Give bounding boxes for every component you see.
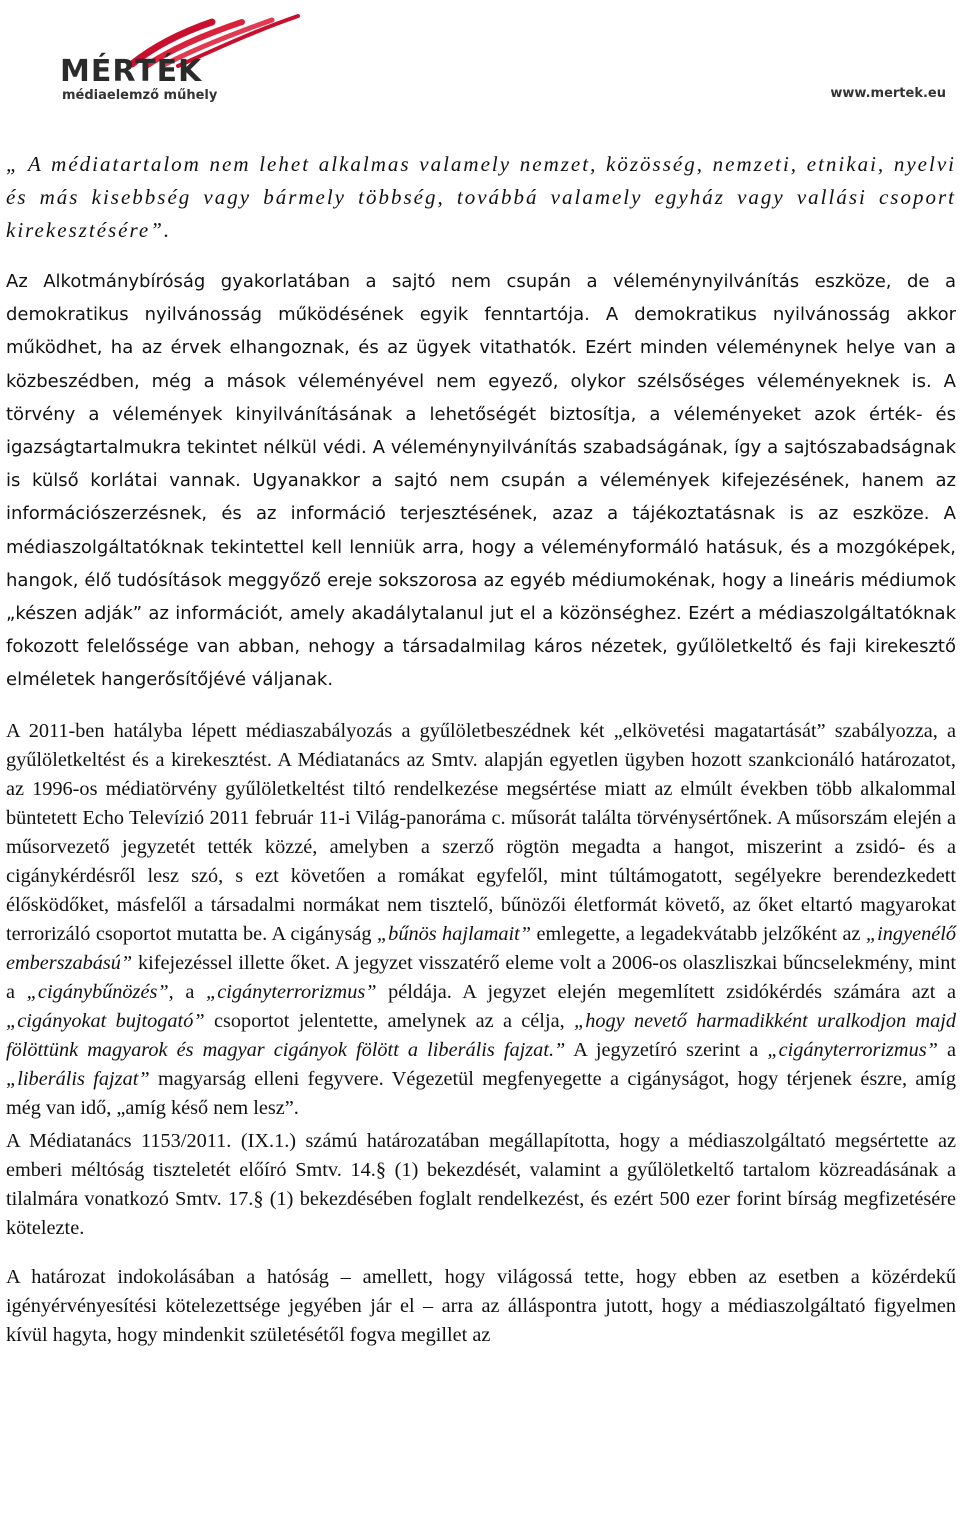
text-run: csoportot jelentette, amelynek az a célja, [204, 1009, 574, 1032]
text-run: példája. A jegyzet elején megemlített zsidókérdés számára azt a [376, 980, 956, 1003]
paragraph-media-regulation [6, 717, 956, 1123]
text-run: A 2011-ben hatályba lépett médiaszabályozás a gyűlöletbeszédnek két „elkövetési magatartását” szabályozza, a gyűlöletkeltést és a kirekesztést. A Médiatanács az Smtv. alapján egyetlen ügyben hozott szankcionáló határozatot, az 1996-os médiatörvény gyűlöletkeltést tiltó rendelkezése megsértése miatt az elmúlt években több alkalommal büntetett Echo Televízió 2011 február 11-i Világ-panoráma c. műsorát találta törvénysértőnek. A műsorszám elején a műsorvezető jegyzetét tették közzé, amelyben a szerző rögtön megadta a hangot, miszerint a zsidó- és a cigánykérdésről lesz szó, s ezt követően a romákat egyfelől, mint túltámogatott, segélyekre berendezkedett élősködőket, másfelől a társadalmi normákat nem tisztelő, bűnözői életformát követő, az őket eltartó magyarokat terrorizáló csoportot mutatta be. A cigányság [6, 719, 956, 945]
page-header [0, 0, 960, 112]
site-url[interactable]: www.mertek.eu [830, 86, 946, 101]
quoted-phrase: „bűnös hajlamait” [376, 922, 532, 945]
text-run: emlegette, a legadekvátabb jelzőként az [531, 922, 866, 945]
text-run: a [937, 1038, 956, 1061]
paragraph-constitutional-court: Az Alkotmánybíróság gyakorlatában a sajtó nem csupán a véleménynyilvánítás eszköze, de a demokratikus nyilvánosság működésének egyik fenntartója. A demokratikus nyilvánosság akkor működhet, ha az érvek elhangoznak, és az ügyek vitathatók. Ezért minden véleménynek helye van a közbeszédben, még a mások véleményével nem egyező, olykor szélsőséges véleményeknek is. A törvény a vélemények kinyilvánításának a lehetőségét biztosítja, a véleményeket azok érték- és igazságtartalmukra tekintet nélkül védi. A véleménynyilvánítás szabadságának, így a sajtószabadságnak is külső korlátai vannak. Ugyanakkor a sajtó nem csupán a vélemények kifejezésének, hanem az információszerzésnek, és az információ terjesztésének, azaz a tájékoztatásnak is az eszköze. A médiaszolgáltatóknak tekintettel kell lenniük arra, hogy a véleményformáló hatásuk, és a mozgóképek, hangok, élő tudósítások meggyőző ereje sokszorosa az egyéb médiumokénak, hogy a lineáris médiumok „készen adják” az információt, amely akadálytalanul jut el a közönséghez. Ezért a médiaszolgáltatóknak fokozott felelőssége van abban, nehogy a társadalmilag káros nézetek, gyűlöletkeltő és faji kirekesztő elméletek hangerősítőjévé váljanak. [6, 271, 956, 691]
paragraph-media-council-decision: A Médiatanács 1153/2011. (IX.1.) számú határozatában megállapította, hogy a médiaszolgáltató megsértette az emberi méltóság tiszteletét előíró Smtv. 14.§ (1) bekezdését, valamint a gyűlöletkeltő tartalom közreadásának a tilalmára vonatkozó Smtv. 17.§ (1) bekezdésében foglalt rendelkezést, és ezért 500 ezer forint bírság megfizetésére kötelezte. [6, 1129, 956, 1239]
text-run: kifejezéssel illette őket. A jegyzet visszatérő eleme volt a 2006-os olaszliszkai bűncselekmény, mint a [6, 951, 956, 1003]
text-run: A jegyzetíró szerint a [565, 1038, 768, 1061]
opening-quote: „ A médiatartalom nem lehet alkalmas valamely nemzet, közösség, nemzeti, etnikai, nyelvi és más kisebbség vagy bármely többség, továbbá valamely egyház vagy vallási csoport kirekesztésére”. [6, 152, 956, 242]
logo-wordmark: MÉRTÉK [60, 54, 203, 89]
logo-subtitle: médiaelemző műhely [62, 88, 218, 103]
text-run: , a [168, 980, 206, 1003]
quoted-phrase: „hogy nevető harmadikként uralkodjon majd fölöttünk magyarok és magyar cigányok fölött a liberális fajzat.” [6, 1009, 957, 1061]
quoted-phrase: „cigánybűnözés” [26, 980, 169, 1003]
mertek-logo [52, 6, 252, 106]
quoted-phrase: „liberális fajzat” [6, 1067, 150, 1090]
quoted-phrase: „cigányterrorizmus” [205, 980, 377, 1003]
quoted-phrase: „cigányokat bujtogató” [6, 1009, 205, 1032]
quoted-phrase: „ingyenélő emberszabású” [6, 922, 956, 974]
document-body [6, 148, 956, 1350]
text-run: magyarság elleni fegyvere. Végezetül megfenyegette a cigányságot, hogy térjenek észre, amíg még van idő, „amíg késő nem lesz”. [6, 1067, 956, 1119]
quoted-phrase: „cigányterrorizmus” [767, 1038, 938, 1061]
paragraph-decision-reasoning: A határozat indokolásában a hatóság – amellett, hogy világossá tette, hogy ebben az esetben a közérdekű igényérvényesítési kötelezettsége jegyében jár el – arra az álláspontra jutott, hogy a médiaszolgáltató figyelmen kívül hagyta, hogy mindenkit születésétől fogva megillet az [6, 1265, 956, 1346]
